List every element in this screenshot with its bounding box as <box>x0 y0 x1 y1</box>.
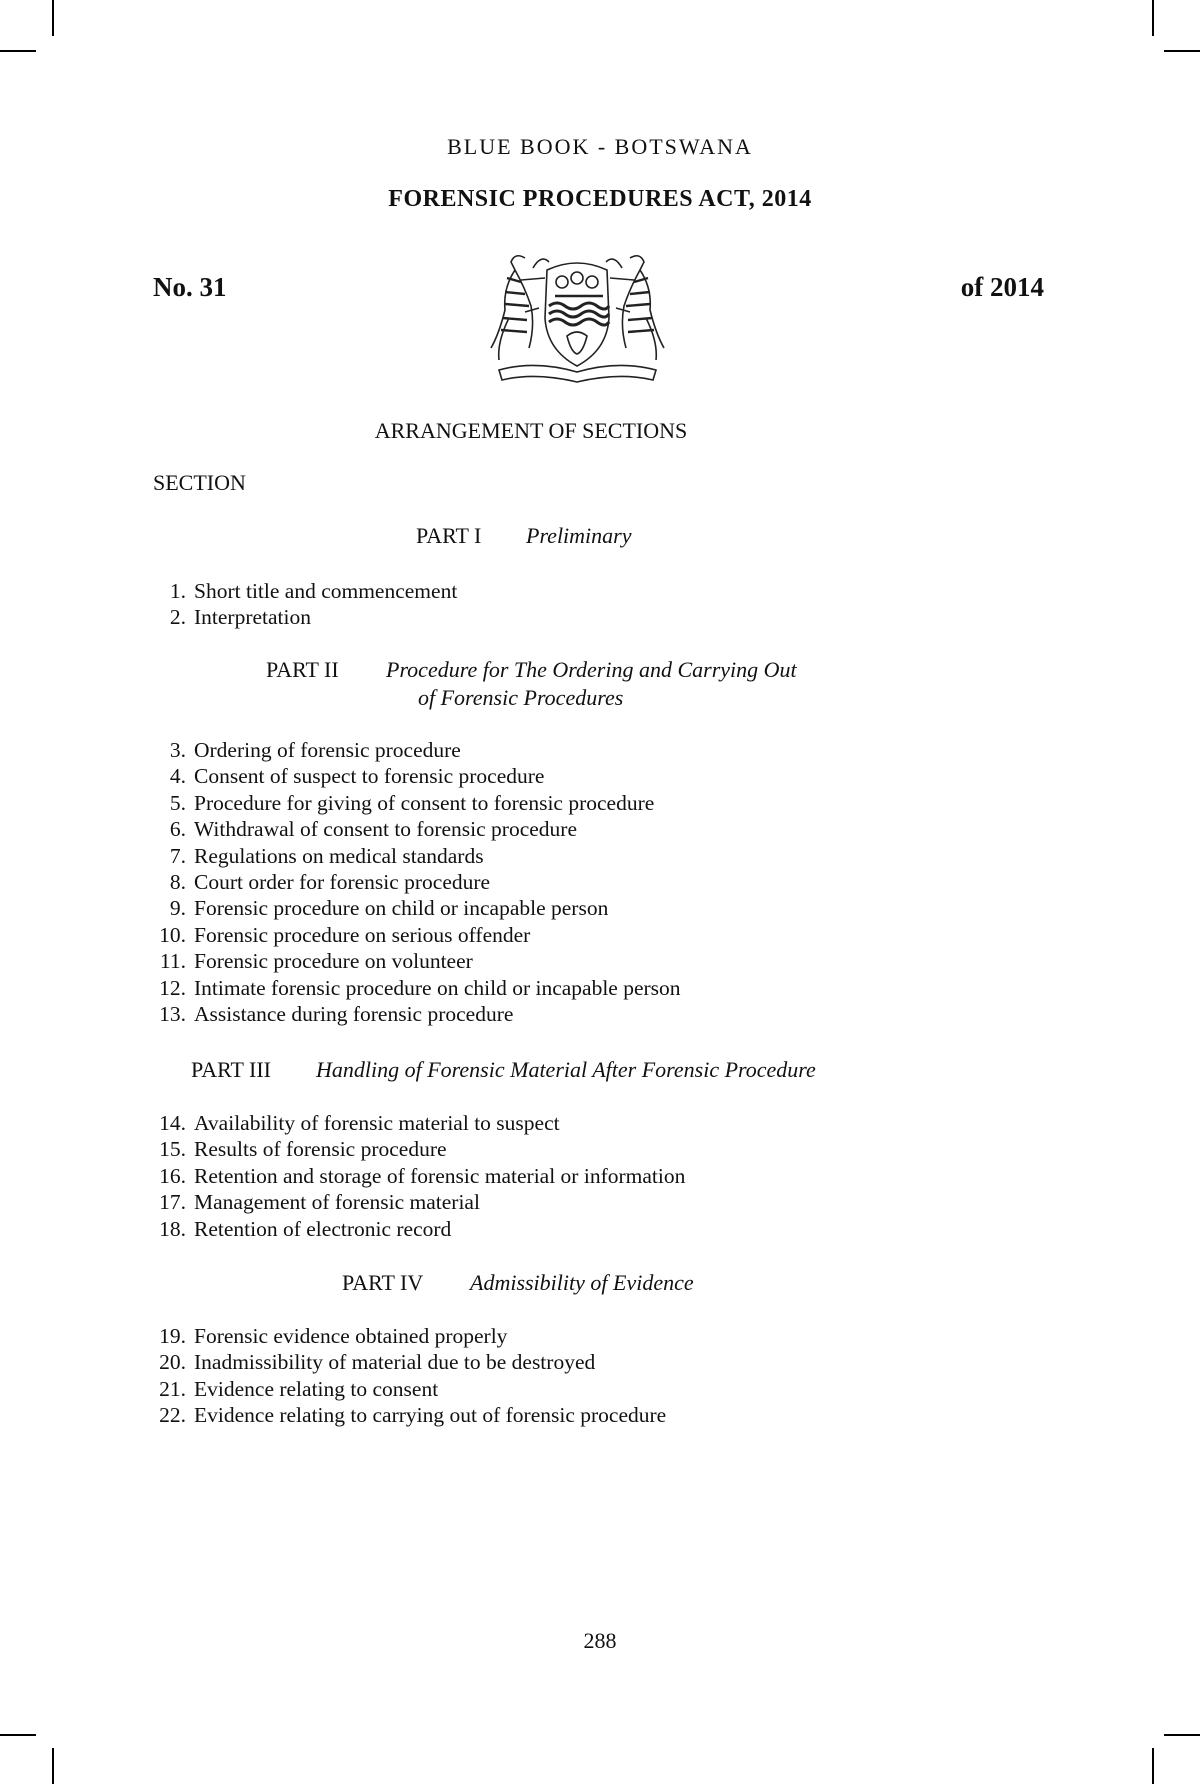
list-item <box>150 1376 666 1402</box>
crop-mark-top-right-vertical <box>1152 0 1154 36</box>
part-heading <box>266 656 797 712</box>
section-title: Consent of suspect to forensic procedure <box>194 764 545 789</box>
crop-mark-bottom-left-vertical <box>52 1748 54 1784</box>
section-number: 14. <box>159 1111 186 1135</box>
section-title: Withdrawal of consent to forensic procedure <box>194 817 578 842</box>
list-item <box>150 1136 685 1162</box>
section-list <box>150 1323 666 1429</box>
list-item <box>150 1323 666 1349</box>
crop-mark-bottom-right-horizontal <box>1164 1734 1200 1736</box>
act-year: of 2014 <box>960 272 1044 302</box>
section-column-label: SECTION <box>153 470 246 495</box>
section-title: Regulations on medical standards <box>194 843 484 868</box>
section-number: 15. <box>159 1137 186 1162</box>
section-number: 8. <box>169 870 186 895</box>
list-item <box>150 975 681 1001</box>
section-number: 13. <box>159 1002 186 1027</box>
part-heading <box>416 523 632 549</box>
part-heading <box>342 1270 694 1296</box>
publication-title: BLUE BOOK - BOTSWANA <box>447 134 753 159</box>
section-title: Interpretation <box>194 605 312 630</box>
section-number: 21. <box>159 1376 186 1401</box>
list-item <box>150 763 681 789</box>
section-title: Forensic procedure on serious offender <box>194 922 531 947</box>
list-item <box>150 1110 685 1136</box>
crop-mark-top-left-vertical <box>52 0 54 36</box>
section-number: 20. <box>159 1350 186 1375</box>
crop-mark-bottom-right-vertical <box>1152 1748 1154 1784</box>
list-item <box>150 816 681 842</box>
section-title: Availability of forensic material to suspect <box>194 1111 560 1135</box>
section-title: Assistance during forensic procedure <box>194 1002 514 1027</box>
section-title: Evidence relating to carrying out of forensic procedure <box>194 1403 667 1428</box>
page-number: 288 <box>583 1628 617 1653</box>
list-item <box>150 790 681 816</box>
list-item <box>150 1001 681 1027</box>
part-title: Handling of Forensic Material After Forensic Procedure <box>316 1057 816 1082</box>
section-title: Management of forensic material <box>194 1190 480 1215</box>
section-number: 16. <box>159 1163 186 1188</box>
section-number: 10. <box>159 922 186 947</box>
list-item <box>150 922 681 948</box>
section-title: Evidence relating to consent <box>194 1376 439 1401</box>
section-number: 6. <box>169 817 186 842</box>
section-title: Court order for forensic procedure <box>194 870 491 895</box>
section-title: Forensic procedure on volunteer <box>194 949 473 974</box>
list-item <box>150 843 681 869</box>
section-list <box>150 578 457 631</box>
part-title-line: of Forensic Procedures <box>418 685 624 710</box>
section-number: 1. <box>169 579 186 603</box>
section-number: 11. <box>159 949 186 974</box>
list-item <box>150 1216 685 1242</box>
section-title: Inadmissibility of material due to be destroyed <box>194 1350 596 1375</box>
part-title-line: Procedure for The Ordering and Carrying Out <box>386 657 797 682</box>
section-title: Intimate forensic procedure on child or incapable person <box>194 975 681 1000</box>
list-item <box>150 1402 666 1428</box>
part-number: PART IV <box>342 1270 424 1295</box>
part-number: PART I <box>416 523 482 548</box>
botswana-coat-of-arms-icon <box>485 248 670 386</box>
section-number: 17. <box>159 1190 186 1215</box>
section-number: 7. <box>169 843 186 868</box>
section-title: Short title and commencement <box>194 579 458 603</box>
part-title: Admissibility of Evidence <box>470 1270 694 1295</box>
list-item <box>150 948 681 974</box>
list-item <box>150 578 457 604</box>
section-number: 12. <box>159 975 186 1000</box>
list-item <box>150 869 681 895</box>
section-number: 18. <box>159 1216 186 1241</box>
section-title: Retention and storage of forensic material or information <box>194 1163 686 1188</box>
list-item <box>150 737 681 763</box>
list-item <box>150 1349 666 1375</box>
list-item <box>150 1189 685 1215</box>
crop-mark-bottom-left-horizontal <box>0 1734 36 1736</box>
section-list <box>150 737 681 1027</box>
section-title: Forensic evidence obtained properly <box>194 1324 508 1348</box>
list-item <box>150 604 457 630</box>
section-title: Procedure for giving of consent to forensic procedure <box>194 790 655 815</box>
section-number: 4. <box>169 764 186 789</box>
section-number: 2. <box>169 605 186 630</box>
list-item <box>150 1163 685 1189</box>
part-number: PART II <box>266 657 339 682</box>
section-list <box>150 1110 685 1242</box>
section-number: 9. <box>169 896 186 921</box>
part-title: Preliminary <box>526 523 632 548</box>
section-number: 19. <box>159 1324 186 1348</box>
part-heading <box>191 1057 816 1083</box>
act-number: No. 31 <box>153 272 227 302</box>
section-title: Ordering of forensic procedure <box>194 738 461 762</box>
section-title: Forensic procedure on child or incapable person <box>194 896 609 921</box>
crop-mark-top-left-horizontal <box>0 50 36 52</box>
act-title: FORENSIC PROCEDURES ACT, 2014 <box>388 186 812 212</box>
section-number: 22. <box>159 1403 186 1428</box>
list-item <box>150 895 681 921</box>
arrangement-heading: ARRANGEMENT OF SECTIONS <box>374 418 688 443</box>
section-title: Results of forensic procedure <box>194 1137 447 1162</box>
section-title: Retention of electronic record <box>194 1216 452 1241</box>
section-number: 5. <box>169 790 186 815</box>
crop-mark-top-right-horizontal <box>1164 50 1200 52</box>
section-number: 3. <box>169 738 186 762</box>
part-number: PART III <box>191 1057 271 1082</box>
